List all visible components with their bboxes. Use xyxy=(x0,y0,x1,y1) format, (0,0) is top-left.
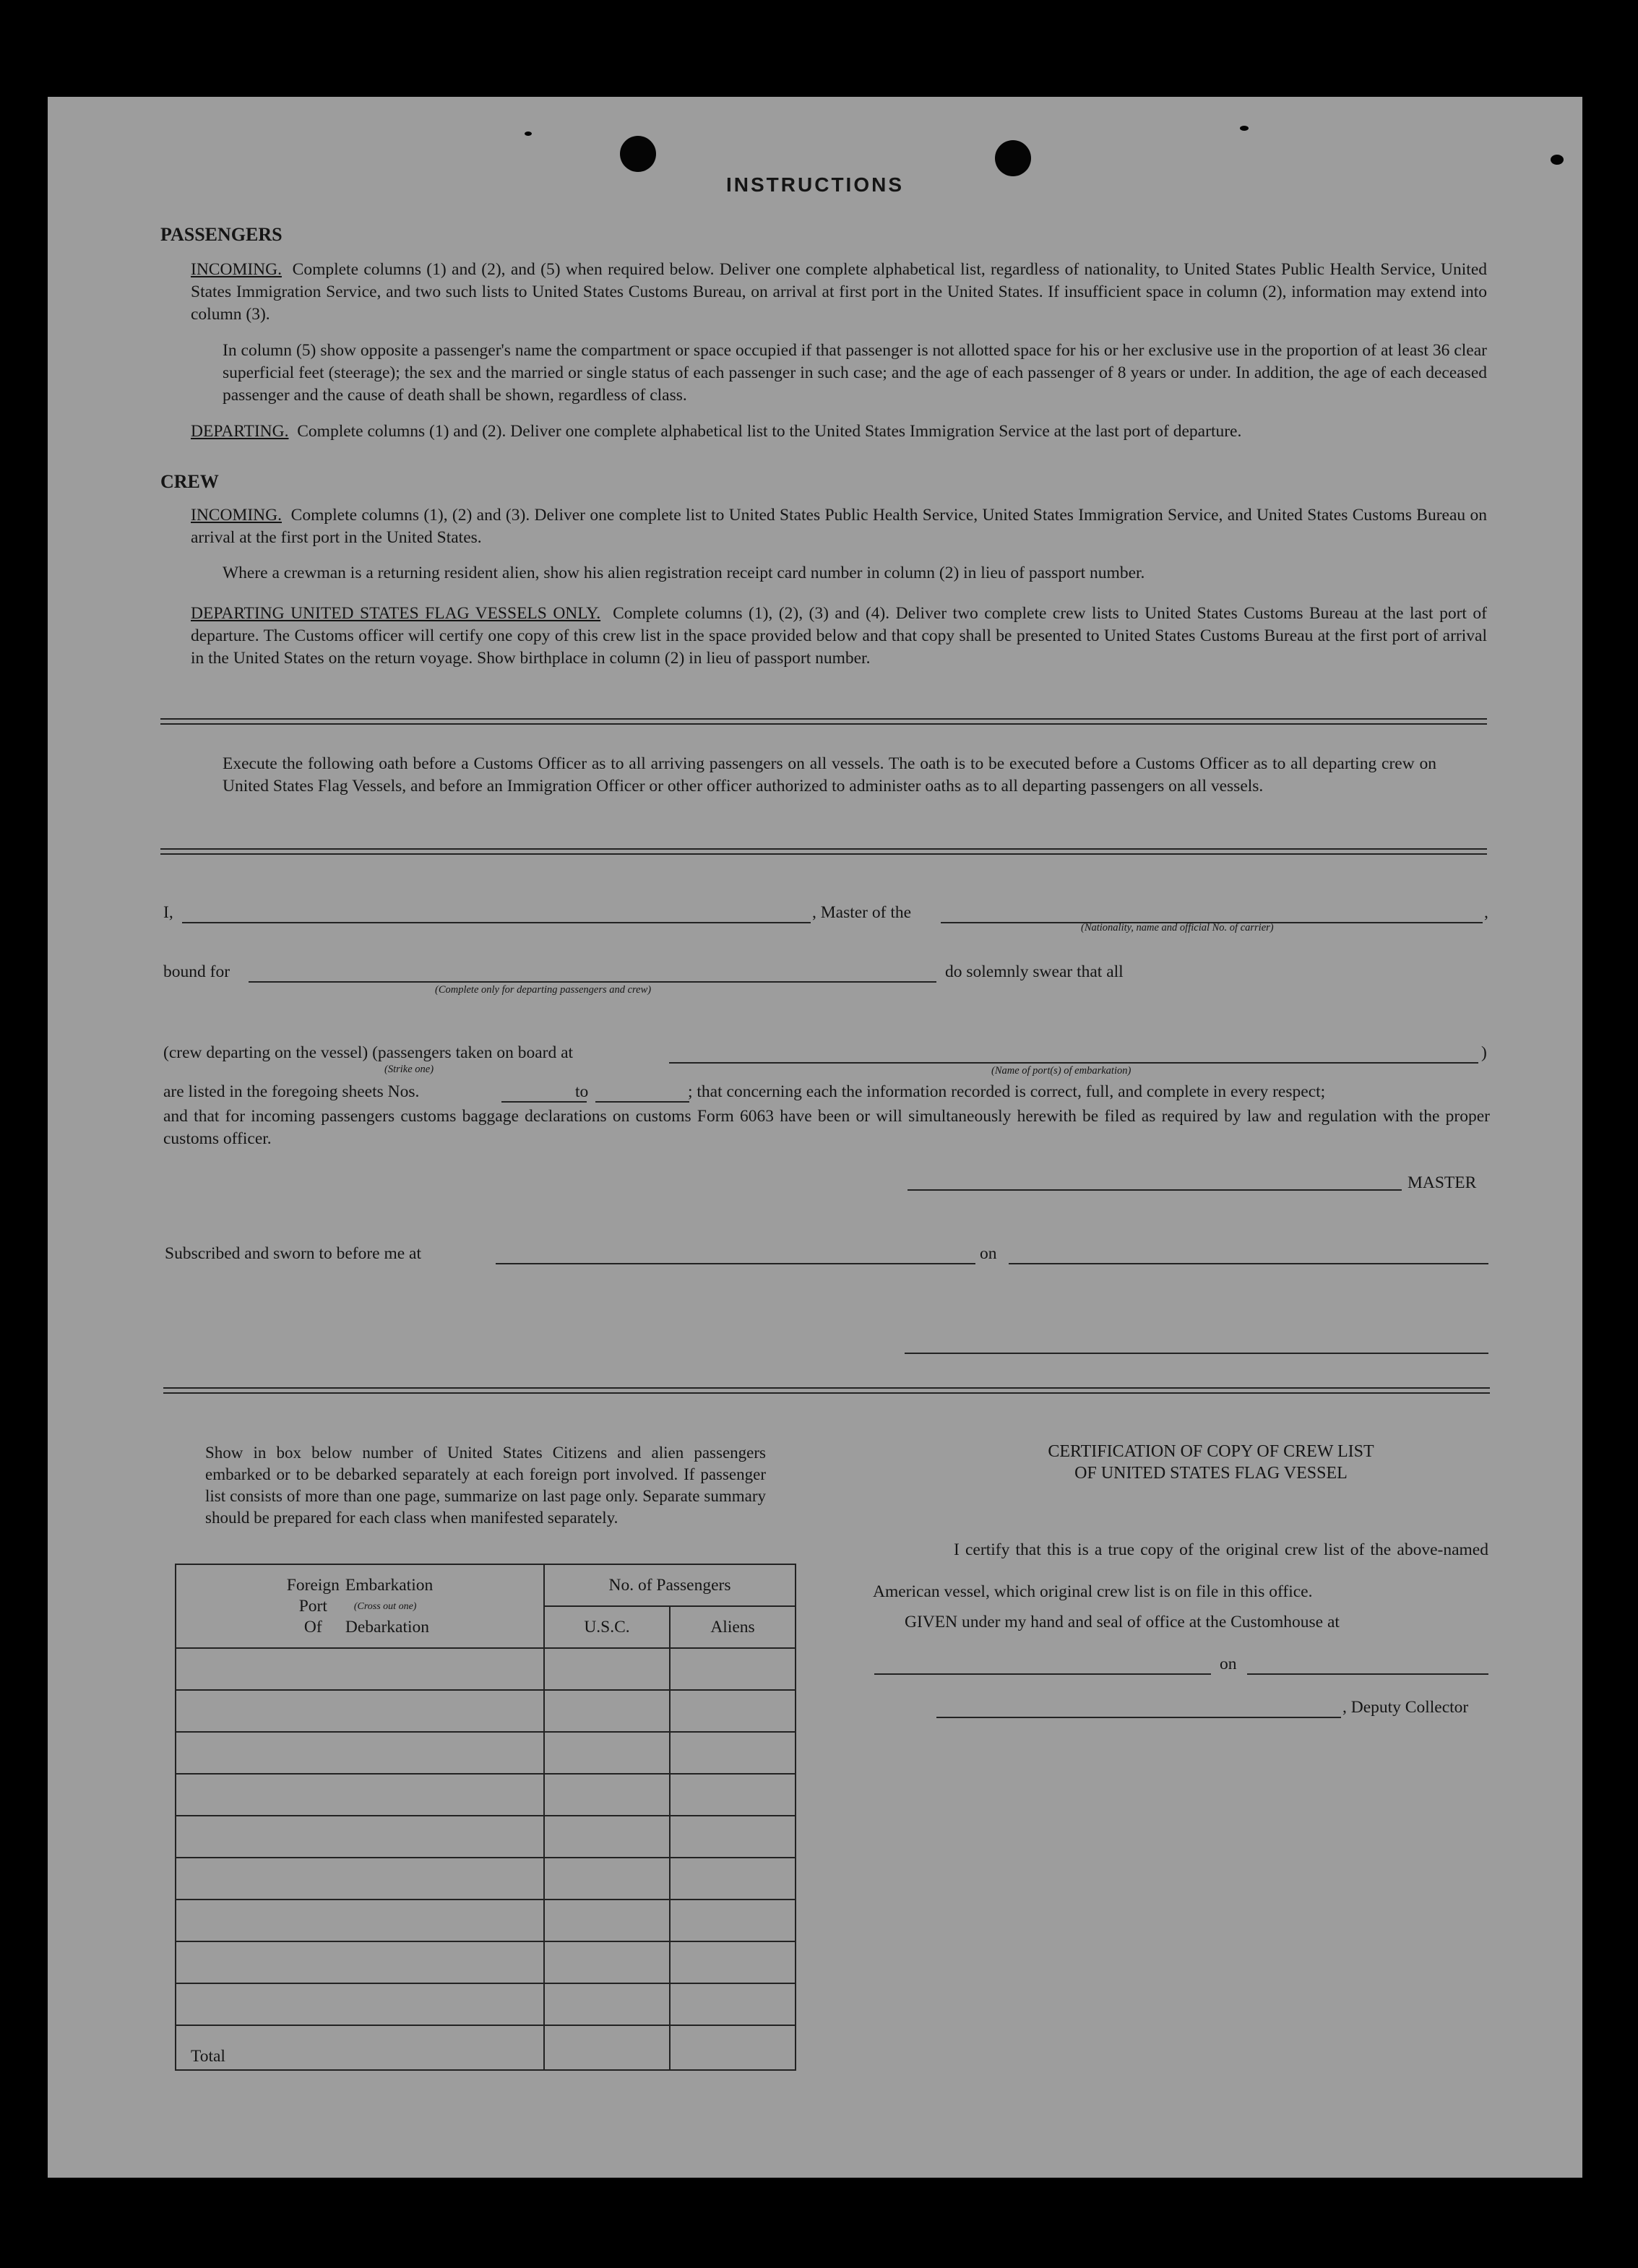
no-passengers-header: No. of Passengers xyxy=(544,1564,796,1606)
port-cell[interactable] xyxy=(176,1941,544,1983)
master-signature-field[interactable] xyxy=(908,1189,1402,1191)
crew-resident-paragraph: Where a crewman is a returning resident alien, show his alien registration receipt card number in column (2) in lieu of passport number. xyxy=(223,564,1145,582)
aliens-cell[interactable] xyxy=(670,1732,796,1774)
bound-for-caption: (Complete only for departing passengers and crew) xyxy=(435,984,652,996)
port-cell[interactable] xyxy=(176,1900,544,1941)
master-of-label: , Master of the xyxy=(812,903,912,922)
crew-heading: CREW xyxy=(160,471,219,492)
to-label: to xyxy=(575,1082,589,1101)
section-divider xyxy=(160,848,1487,855)
total-label: Total xyxy=(176,2025,544,2070)
aliens-cell[interactable] xyxy=(670,1983,796,2025)
usc-header: U.S.C. xyxy=(544,1606,670,1648)
crew-incoming-paragraph xyxy=(191,504,1487,549)
usc-cell[interactable] xyxy=(544,1983,670,2025)
swear-label: do solemnly swear that all xyxy=(945,962,1124,981)
crew-departing-text: Complete columns (1), (2), (3) and (4). Deliver two complete crew lists to United States Customs Bureau at the last port of departure. The Customs officer will certify one copy of this crew list in the space provided below and that copy shall be presented to United States Customs Bureau at the first port of arrival in the United States on the return voyage. Show birthplace in column (2) in lieu of passport number. xyxy=(191,604,1487,668)
oath-instructions: Execute the following oath before a Customs Officer as to all arriving passengers on all vessels. The oath is to be executed before a Customs Officer as to all departing crew on United States Flag Vessels, and before an Immigration Officer or other officer authorized to administer oaths as to all departing passengers on all vessels. xyxy=(223,754,1436,795)
listed-prefix: are listed in the foregoing sheets Nos. xyxy=(163,1082,420,1101)
port-cell[interactable] xyxy=(176,1732,544,1774)
passengers-incoming-paragraph xyxy=(191,259,1487,326)
certification-title-line2: OF UNITED STATES FLAG VESSEL xyxy=(1074,1464,1348,1483)
crew-incoming-label: INCOMING. xyxy=(191,506,282,525)
cross-out-caption: (Cross out one) xyxy=(353,1600,417,1612)
passenger-summary-table xyxy=(175,1564,796,2071)
table-row xyxy=(176,1900,796,1941)
page-title: INSTRUCTIONS xyxy=(726,173,904,196)
aliens-cell[interactable] xyxy=(670,1648,796,1690)
embarkation-port-caption: (Name of port(s) of embarkation) xyxy=(991,1065,1131,1077)
section-divider xyxy=(163,1387,1490,1394)
deputy-signature-field[interactable] xyxy=(936,1717,1341,1718)
given-text: GIVEN under my hand and seal of office at the Customhouse at xyxy=(905,1613,1340,1631)
officer-signature-field[interactable] xyxy=(905,1353,1488,1354)
ink-speck xyxy=(525,131,532,136)
aliens-total-cell[interactable] xyxy=(670,2025,796,2070)
listed-rest: ; that concerning each the information recorded is correct, full, and complete in every respect; xyxy=(688,1082,1326,1101)
listed-continuation: and that for incoming passengers customs baggage declarations on customs Form 6063 have been or will simultaneously herewith be filed as required by law and regulation with the proper customs officer. xyxy=(163,1107,1490,1148)
sheet-from-field[interactable] xyxy=(501,1101,587,1103)
usc-cell[interactable] xyxy=(544,1816,670,1858)
table-row xyxy=(176,1858,796,1900)
sworn-on-label: on xyxy=(980,1244,997,1263)
summary-instructions: Show in box below number of United States Citizens and alien passengers embarked or to be debarked separately at each foreign port involved. If passenger list consists of more than one page, summarize on last page only. Separate summary should be prepared for each class when manifested separately. xyxy=(205,1444,766,1527)
aliens-cell[interactable] xyxy=(670,1816,796,1858)
aliens-cell[interactable] xyxy=(670,1858,796,1900)
aliens-cell[interactable] xyxy=(670,1690,796,1732)
of-label: Of xyxy=(303,1617,322,1637)
debarkation-label: Debarkation xyxy=(345,1617,430,1637)
master-name-field[interactable] xyxy=(182,922,811,923)
usc-cell[interactable] xyxy=(544,1858,670,1900)
embarkation-port-field[interactable] xyxy=(669,1062,1478,1064)
usc-cell[interactable] xyxy=(544,1900,670,1941)
table-row xyxy=(176,1774,796,1816)
port-label: Port xyxy=(298,1596,327,1616)
carrier-trailing-comma: , xyxy=(1484,903,1488,922)
table-row xyxy=(176,1690,796,1732)
passengers-column5-paragraph: In column (5) show opposite a passenger's name the compartment or space occupied if that passenger is not allotted space for his or her exclusive use in the proportion of at least 36 clear superficial feet (steerage); the sex and the married or single status of each passenger in such case; and the age of each passenger of 8 years or under. In addition, the age of each deceased passenger and the cause of death shall be shown, regardless of class. xyxy=(223,341,1487,405)
punch-hole-left xyxy=(620,136,656,172)
table-row xyxy=(176,1648,796,1690)
passengers-departing-text: Complete columns (1) and (2). Deliver one complete alphabetical list to the United States Immigration Service at the last port of departure. xyxy=(297,422,1242,441)
port-cell[interactable] xyxy=(176,1858,544,1900)
usc-cell[interactable] xyxy=(544,1690,670,1732)
form-sheet xyxy=(48,97,1582,2178)
crew-departing-paragraph xyxy=(191,603,1487,670)
foreign-label: Foreign xyxy=(286,1575,340,1595)
sworn-date-field[interactable] xyxy=(1009,1263,1488,1264)
total-row xyxy=(176,2025,796,2070)
table-row xyxy=(176,1983,796,2025)
table-row xyxy=(176,1816,796,1858)
crew-incoming-text: Complete columns (1), (2) and (3). Deliver one complete list to United States Public Health Service, United States Immigration Service, and United States Customs Bureau on arrival at the first port in the United States. xyxy=(191,506,1488,547)
aliens-header: Aliens xyxy=(670,1606,796,1648)
usc-cell[interactable] xyxy=(544,1648,670,1690)
certification-on-label: on xyxy=(1220,1655,1237,1673)
port-cell[interactable] xyxy=(176,1816,544,1858)
section-divider xyxy=(160,718,1487,725)
port-cell[interactable] xyxy=(176,1648,544,1690)
carrier-caption: (Nationality, name and official No. of carrier) xyxy=(1081,922,1274,933)
passengers-incoming-text: Complete columns (1) and (2), and (5) when required below. Deliver one complete alphabetical list, regardless of nationality, to United States Public Health Service, United States Immigration Service, and two such lists to United States Customs Bureau, on arrival at first port in the United States. If insufficient space in column (2), information may extend into column (3). xyxy=(191,260,1488,324)
certification-title-line1: CERTIFICATION OF COPY OF CREW LIST xyxy=(1048,1442,1374,1461)
ink-speck xyxy=(1551,155,1564,165)
ink-speck xyxy=(1240,126,1249,131)
passengers-incoming-label: INCOMING. xyxy=(191,260,282,279)
usc-cell[interactable] xyxy=(544,1774,670,1816)
usc-total-cell[interactable] xyxy=(544,2025,670,2070)
aliens-cell[interactable] xyxy=(670,1900,796,1941)
aliens-cell[interactable] xyxy=(670,1774,796,1816)
oath-i-label: I, xyxy=(163,903,173,922)
aliens-cell[interactable] xyxy=(670,1941,796,1983)
deputy-collector-label: , Deputy Collector xyxy=(1342,1698,1469,1717)
strike-one-caption: (Strike one) xyxy=(384,1064,434,1075)
subscribed-label: Subscribed and sworn to before me at xyxy=(165,1244,422,1263)
master-label: MASTER xyxy=(1408,1173,1477,1192)
passengers-heading: PASSENGERS xyxy=(160,224,283,245)
bound-for-field[interactable] xyxy=(249,981,936,983)
bound-for-label: bound for xyxy=(163,962,230,981)
port-header-cell xyxy=(176,1564,544,1648)
passengers-departing-label: DEPARTING. xyxy=(191,422,289,441)
close-paren: ) xyxy=(1481,1043,1487,1062)
customhouse-field[interactable] xyxy=(874,1673,1211,1675)
sheet-to-field[interactable] xyxy=(595,1101,689,1103)
embarkation-label: Embarkation xyxy=(345,1575,434,1595)
punch-hole-right xyxy=(995,140,1031,176)
table-row xyxy=(176,1732,796,1774)
port-cell[interactable] xyxy=(176,1690,544,1732)
crew-departing-label: DEPARTING UNITED STATES FLAG VESSELS ONLY. xyxy=(191,604,601,623)
passengers-departing-paragraph xyxy=(191,421,1491,443)
usc-cell[interactable] xyxy=(544,1941,670,1983)
certification-date-field[interactable] xyxy=(1247,1673,1488,1675)
crew-departing-label: (crew departing on the vessel) (passengers taken on board at xyxy=(163,1043,574,1062)
table-row xyxy=(176,1941,796,1983)
sworn-place-field[interactable] xyxy=(496,1263,975,1264)
port-cell[interactable] xyxy=(176,1983,544,2025)
usc-cell[interactable] xyxy=(544,1732,670,1774)
port-cell[interactable] xyxy=(176,1774,544,1816)
certify-text: I certify that this is a true copy of the original crew list of the above-named American vessel, which original crew list is on file in this office. xyxy=(873,1540,1488,1601)
